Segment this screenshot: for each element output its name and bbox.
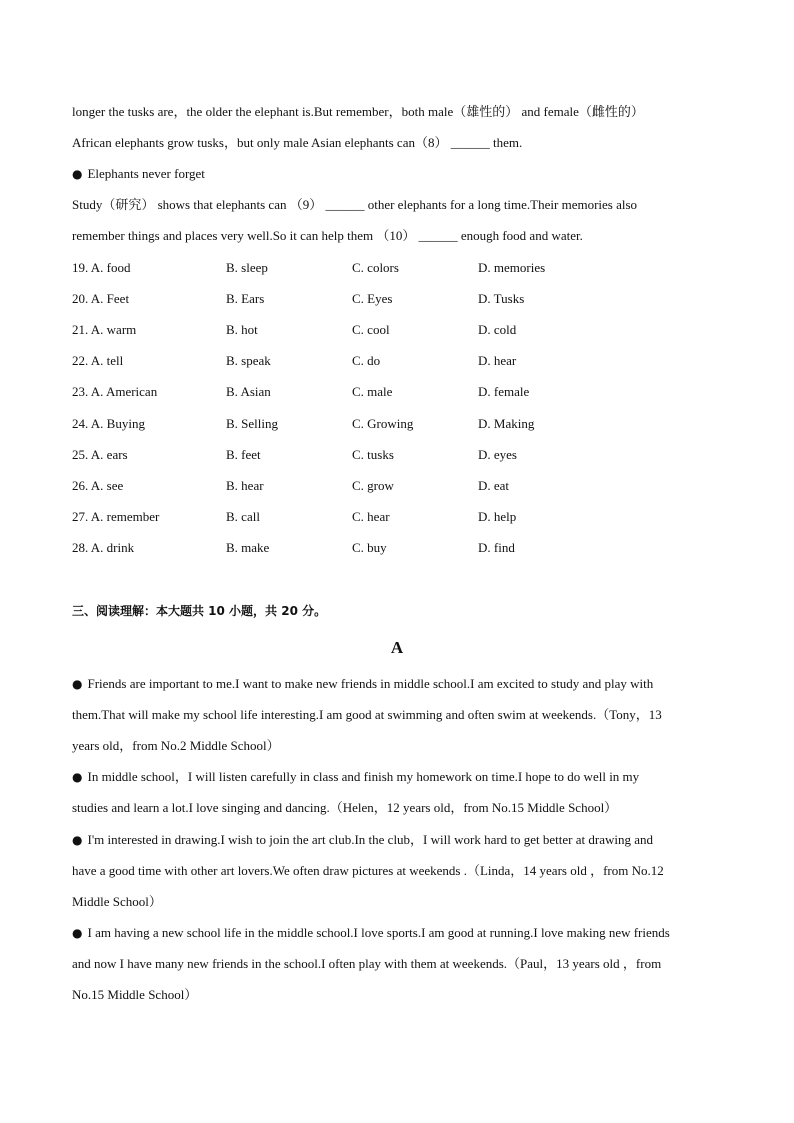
option-b: B. make: [226, 540, 270, 555]
option-c: C. grow: [352, 478, 394, 493]
option-b: B. hear: [226, 478, 264, 493]
option-b: B. feet: [226, 447, 261, 462]
question-row: [72, 352, 732, 370]
question-row: [72, 259, 732, 277]
option-d: D. Making: [478, 416, 535, 431]
option-c: C. colors: [352, 260, 399, 275]
option-a: 28. A. drink: [72, 540, 135, 555]
bullet-icon: ●: [72, 167, 83, 181]
passage-line: have a good time with other art lovers.We often draw pictures at weekends .（Linda，14 years old ，from No.12: [72, 863, 664, 878]
option-b: B. call: [226, 509, 260, 524]
subheading-elephants-never-forget: [72, 165, 732, 183]
option-d: D. memories: [478, 260, 546, 275]
option-a: 25. A. ears: [72, 447, 128, 462]
option-d: D. hear: [478, 353, 517, 368]
paragraph-text: I'm interested in drawing.I wish to join the art club.In the club，I will work hard to get better at drawing and: [87, 832, 654, 847]
option-c: C. cool: [352, 322, 390, 337]
bullet-icon: ●: [72, 677, 83, 691]
option-b: B. sleep: [226, 260, 268, 275]
option-d: D. eyes: [478, 447, 517, 462]
option-a: 26. A. see: [72, 478, 124, 493]
question-row: [72, 508, 732, 526]
option-a: 21. A. warm: [72, 322, 137, 337]
option-a: 27. A. remember: [72, 509, 160, 524]
option-c: C. tusks: [352, 447, 394, 462]
question-row: [72, 321, 732, 339]
option-a: 19. A. food: [72, 260, 131, 275]
paragraph-text: Friends are important to me.I want to make new friends in middle school.I am excited to study and play with: [87, 676, 654, 691]
question-row: [72, 383, 732, 401]
passage-line: Study（研究） shows that elephants can （9） ______ other elephants for a long time.Their memories also: [72, 197, 638, 212]
option-d: D. find: [478, 540, 515, 555]
option-c: C. hear: [352, 509, 390, 524]
paragraph-helen: [72, 768, 732, 786]
passage-line: remember things and places very well.So it can help them （10） ______ enough food and water.: [72, 228, 583, 243]
option-a: 23. A. American: [72, 384, 158, 399]
bullet-icon: ●: [72, 833, 83, 847]
option-d: D. help: [478, 509, 517, 524]
option-c: C. male: [352, 384, 393, 399]
option-a: 20. A. Feet: [72, 291, 130, 306]
question-row: [72, 539, 732, 557]
paragraph-tony: [72, 675, 732, 693]
paragraph-paul: [72, 924, 732, 942]
passage-line: studies and learn a lot.I love singing and dancing.（Helen，12 years old，from No.15 Middle School）: [72, 800, 618, 815]
option-c: C. do: [352, 353, 381, 368]
bullet-icon: ●: [72, 770, 83, 784]
question-row: [72, 290, 732, 308]
question-row: [72, 477, 732, 495]
option-b: B. hot: [226, 322, 258, 337]
passage-line: years old，from No.2 Middle School）: [72, 738, 280, 753]
option-a: 22. A. tell: [72, 353, 124, 368]
subheading-text: Elephants never forget: [87, 166, 205, 181]
option-c: C. Growing: [352, 416, 414, 431]
option-d: D. eat: [478, 478, 510, 493]
option-d: D. Tusks: [478, 291, 525, 306]
option-b: B. Selling: [226, 416, 279, 431]
passage-line: No.15 Middle School）: [72, 987, 198, 1002]
passage-line: longer the tusks are，the older the elephant is.But remember，both male（雄性的） and female（雌性的）: [72, 104, 644, 119]
section-heading: 三、阅读理解：本大题共 10 小题，共 20 分。: [72, 604, 327, 618]
option-b: B. Asian: [226, 384, 271, 399]
option-d: D. cold: [478, 322, 517, 337]
option-a: 24. A. Buying: [72, 416, 145, 431]
paragraph-text: I am having a new school life in the middle school.I love sports.I am good at running.I love making new friends: [87, 925, 670, 940]
passage-line: African elephants grow tusks，but only male Asian elephants can（8） ______ them.: [72, 135, 523, 150]
passage-line: and now I have many new friends in the school.I often play with them at weekends.（Paul，13 years old ，from: [72, 956, 662, 971]
passage-line: them.That will make my school life interesting.I am good at swimming and often swim at weekends.（Tony，13: [72, 707, 662, 722]
paragraph-linda: [72, 831, 732, 849]
question-row: [72, 415, 732, 433]
option-d: D. female: [478, 384, 530, 399]
option-c: C. Eyes: [352, 291, 393, 306]
paragraph-text: In middle school，I will listen carefully in class and finish my homework on time.I hope to do well in my: [87, 769, 640, 784]
question-row: [72, 446, 732, 464]
option-b: B. speak: [226, 353, 271, 368]
bullet-icon: ●: [72, 926, 83, 940]
passage-title: A: [390, 638, 404, 657]
option-b: B. Ears: [226, 291, 265, 306]
passage-line: Middle School）: [72, 894, 162, 909]
option-c: C. buy: [352, 540, 387, 555]
